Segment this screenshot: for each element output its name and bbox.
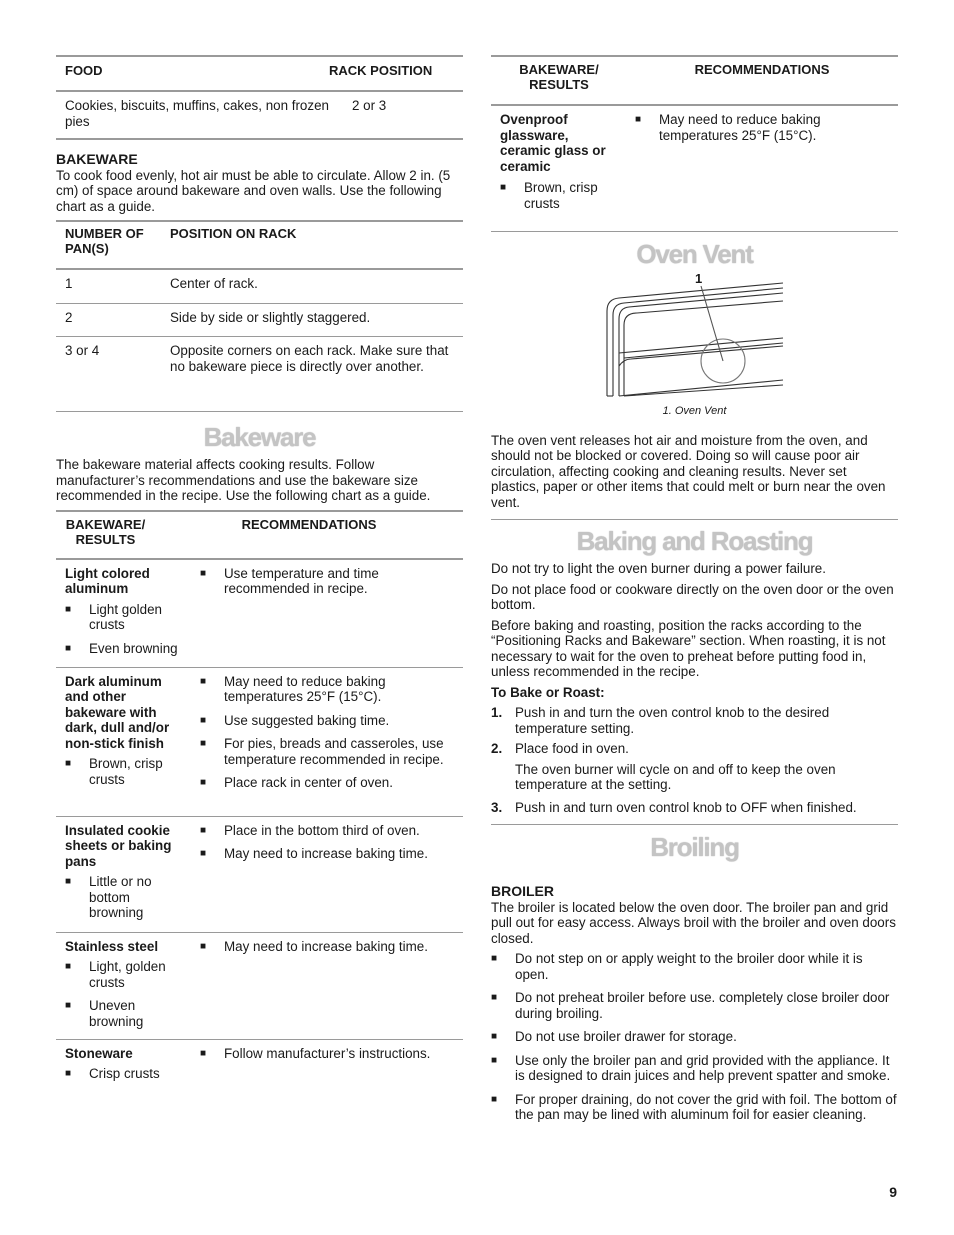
result-text: Crisp crusts [89, 1066, 160, 1081]
bakeware-name: Ovenproof glassware, ceramic glass or ceramic [500, 112, 606, 174]
bullet-icon: ■ [65, 603, 72, 615]
left-column [56, 55, 463, 1106]
divider [491, 231, 898, 232]
table-row [56, 336, 463, 411]
bullet-icon: ■ [200, 675, 207, 687]
list-item [491, 800, 898, 816]
list-item [65, 1066, 200, 1082]
list-item [635, 112, 855, 143]
pan-count: 1 [65, 276, 73, 291]
result-text: Brown, crisp crusts [524, 180, 598, 211]
bullet-icon: ■ [491, 1093, 498, 1105]
step-text: Push in and turn oven control knob to OFF when finished. [515, 799, 857, 815]
table-row [56, 268, 463, 303]
table-row [56, 1039, 463, 1106]
pan-position: Center of rack. [170, 276, 258, 291]
bullet-icon: ■ [200, 777, 207, 788]
list-item [65, 641, 200, 657]
baking-para-3: Before baking and roasting, position the racks according to the “Positioning Racks and Bakeware” section. When roasting, it is not necessary to wait for the oven to preheat before putting food in, unless recommended in the recipe. [491, 617, 886, 679]
food-cell: Cookies, biscuits, muffins, cakes, non frozen pies [65, 98, 329, 129]
list-item [491, 990, 898, 1021]
recommendations-header: RECOMMENDATIONS [694, 62, 830, 77]
step-number: 2. [491, 741, 503, 756]
list-item [65, 959, 175, 990]
bakeware-heading: BAKEWARE [56, 151, 138, 167]
divider [56, 138, 463, 140]
bullet-icon: ■ [200, 567, 207, 579]
step-note: The oven burner will cycle on and off to keep the oven temperature at the setting. [515, 761, 836, 792]
recommendations-cell [635, 112, 855, 231]
bakeware-cell [65, 566, 200, 667]
divider [491, 519, 898, 520]
rec-text: May need to reduce baking temperatures 25°F (15°C). [224, 673, 386, 704]
bakeware-table-header [491, 57, 898, 104]
rec-text: For pies, breads and casseroles, use temperature recommended in recipe. [224, 736, 444, 767]
pan-count: 3 or 4 [65, 343, 100, 358]
bakeware-intro-text: To cook food evenly, hot air must be able to circulate. Allow 2 in. (5 cm) of space around bakeware and oven walls. Use the following chart as a guide. [56, 167, 451, 214]
rec-text: May need to reduce baking temperatures 25°F (15°C). [659, 112, 821, 143]
pan-position: Opposite corners on each rack. Make sure that no bakeware piece is directly over another. [170, 343, 449, 374]
bullet-icon: ■ [200, 848, 207, 859]
bakeware-cell [500, 112, 635, 231]
page-number: 9 [889, 1184, 897, 1200]
bakeware-cell [65, 1046, 200, 1106]
rec-text: May need to increase baking time. [224, 846, 428, 861]
list-item [200, 713, 450, 729]
list-item [491, 741, 898, 793]
divider [491, 824, 898, 825]
rec-text: Follow manufacturer’s instructions. [224, 1045, 431, 1061]
bullet-icon: ■ [200, 824, 207, 836]
table-row [491, 104, 898, 231]
baking-para-2: Do not place food or cookware directly on the oven door or the oven bottom. [491, 581, 894, 612]
list-item [491, 1029, 898, 1045]
oven-vent-illustration [491, 271, 898, 401]
result-text: Uneven browning [89, 998, 144, 1029]
recommendations-cell [200, 1046, 450, 1106]
bakeware-name: Stoneware [65, 1045, 133, 1061]
table-row [56, 667, 463, 816]
bakeware-results-header: BAKEWARE/ RESULTS [65, 516, 146, 547]
list-item [200, 1046, 450, 1062]
recommendations-cell [200, 566, 450, 667]
bullet-icon: ■ [500, 182, 507, 193]
broiler-heading: BROILER [491, 883, 554, 899]
list-item [65, 756, 165, 787]
list-item [491, 1053, 898, 1084]
list-item [200, 823, 450, 839]
bullet-icon: ■ [491, 1054, 498, 1066]
list-item [200, 674, 410, 705]
pan-count: 2 [65, 310, 73, 325]
list-item [491, 1092, 898, 1123]
rec-text: May need to increase baking time. [224, 938, 428, 954]
oven-vent-title: Oven Vent [636, 239, 753, 269]
recommendations-cell [200, 939, 450, 1039]
rec-text: Use temperature and time recommended in recipe. [224, 565, 379, 596]
bullet-icon: ■ [491, 992, 498, 1003]
rack-position-header: RACK POSITION [329, 63, 433, 78]
step-number: 1. [491, 705, 503, 720]
result-text: Light, golden crusts [89, 959, 166, 990]
list-item [200, 939, 450, 955]
recommendations-header: RECOMMENDATIONS [241, 516, 377, 532]
table-row [56, 932, 463, 1039]
bakeware-title: Bakeware [203, 422, 316, 452]
bullet-icon: ■ [65, 1000, 72, 1011]
list-item [65, 602, 200, 633]
position-header: POSITION ON RACK [170, 226, 297, 241]
table-row [56, 558, 463, 667]
recommendations-cell [200, 823, 450, 932]
bakeware-cell [65, 674, 200, 816]
result-text: Even browning [89, 640, 178, 656]
divider [56, 411, 463, 412]
list-item [500, 180, 610, 211]
bake-roast-subheading: To Bake or Roast: [491, 684, 605, 700]
table-row [56, 816, 463, 932]
oven-vent-text: The oven vent releases hot air and moisture from the oven, and should not be blocked or covered. Doing so will cause poor air circulation, affecting cooking and cleaning results. Never set plastics, paper or other items that could melt or burn near the oven vent. [491, 432, 886, 510]
result-text: Little or no bottom browning [89, 874, 152, 920]
bullet-icon: ■ [200, 714, 207, 726]
result-text: Light golden crusts [89, 601, 162, 632]
list-item [200, 846, 450, 862]
bakeware-results-header [491, 62, 627, 104]
baking-para-1: Do not try to light the oven burner during a power failure. [491, 561, 826, 576]
broiler-text: The broiler is located below the oven door. The broiler pan and grid pull out for easy access. Always broil with the broiler and oven doors closed. [491, 899, 896, 946]
bullet-icon: ■ [491, 953, 498, 964]
pan-table-header [56, 222, 463, 268]
list-item [491, 705, 898, 736]
recommendations-cell [200, 674, 450, 816]
figure-caption: 1. Oven Vent [662, 405, 727, 417]
bullet-text: For proper draining, do not cover the grid with foil. The bottom of the pan may be lined with aluminum foil for easier cleaning. [515, 1091, 897, 1122]
rack-cell: 2 or 3 [352, 98, 387, 113]
pan-position: Side by side or slightly staggered. [170, 310, 371, 325]
rec-text: Place rack in center of oven. [224, 775, 393, 790]
bullet-text: Do not use broiler drawer for storage. [515, 1029, 737, 1044]
food-header: FOOD [65, 63, 103, 78]
bakeware-table [56, 510, 463, 1106]
bullet-icon: ■ [200, 1047, 207, 1059]
table-row [56, 90, 463, 138]
bullet-icon: ■ [200, 940, 207, 952]
result-text: Brown, crisp crusts [89, 756, 163, 787]
broiling-title: Broiling [650, 832, 739, 862]
bullet-icon: ■ [635, 114, 642, 125]
table-row [56, 303, 463, 336]
bakeware-cell [65, 939, 200, 1039]
step-text: Push in and turn the oven control knob to the desired temperature setting. [515, 705, 830, 736]
header-text: BAKEWARE/ RESULTS [519, 62, 599, 92]
bakeware-name: Light colored aluminum [65, 565, 150, 596]
bullet-icon: ■ [491, 1031, 498, 1042]
bakeware-cell [65, 823, 200, 932]
bullet-text: Do not step on or apply weight to the broiler door while it is open. [515, 951, 863, 982]
bullet-icon: ■ [65, 876, 72, 887]
bakeware-text: The bakeware material affects cooking results. Follow manufacturer’s recommendations and use the bakeware size recommended in the recipe. Use the following chart as a guide. [56, 457, 431, 503]
oven-vent-figure [491, 271, 898, 401]
baking-roasting-title: Baking and Roasting [576, 526, 813, 556]
list-item [200, 566, 450, 597]
pan-table [56, 220, 463, 412]
list-item [200, 775, 450, 791]
bakeware-name: Dark aluminum and other bakeware with dark, dull and/or non-stick finish [65, 673, 170, 751]
number-of-pans-header: NUMBER OF PAN(S) [65, 226, 144, 256]
list-item [491, 951, 898, 982]
rec-text: Place in the bottom third of oven. [224, 822, 420, 838]
callout-number: 1 [695, 271, 703, 286]
bakeware-table-header [56, 512, 463, 558]
bullet-text: Use only the broiler pan and grid provided with the appliance. It is designed to drain juices and help prevent spatter and smoke. [515, 1052, 891, 1083]
food-table [56, 55, 463, 140]
list-item [200, 736, 450, 767]
bakeware-name: Stainless steel [65, 938, 159, 954]
bullet-icon: ■ [65, 642, 72, 654]
step-text: Place food in oven. [515, 741, 629, 756]
food-table-header [56, 57, 463, 90]
bullet-icon: ■ [65, 961, 72, 972]
rec-text: Use suggested baking time. [224, 712, 390, 728]
bullet-icon: ■ [65, 1068, 72, 1079]
right-column [491, 55, 898, 1123]
bakeware-table-continued [491, 55, 898, 232]
list-item [65, 874, 165, 921]
bullet-icon: ■ [200, 738, 207, 749]
step-number: 3. [491, 799, 503, 815]
bullet-icon: ■ [65, 758, 72, 769]
bakeware-name: Insulated cookie sheets or baking pans [65, 822, 172, 869]
bullet-text: Do not preheat broiler before use. completely close broiler door during broiling. [515, 990, 890, 1021]
step-content [515, 741, 898, 793]
list-item [65, 998, 165, 1029]
